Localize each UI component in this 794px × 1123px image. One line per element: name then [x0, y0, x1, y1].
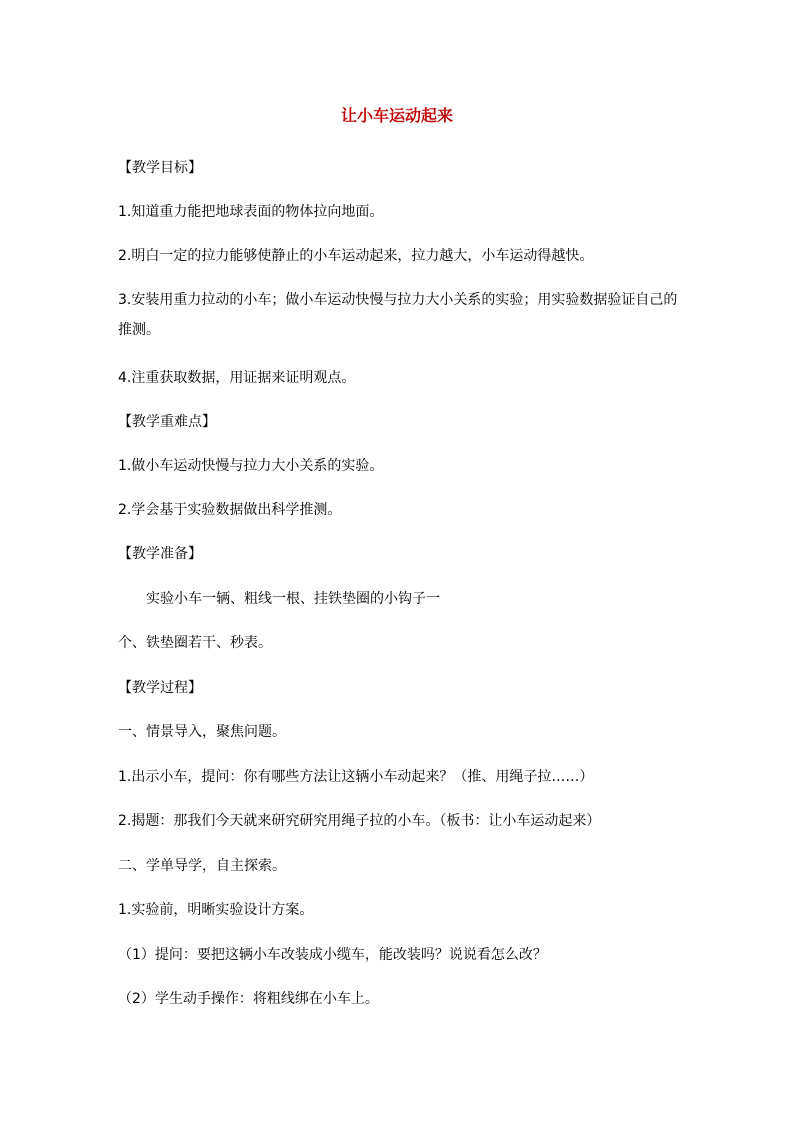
process-substep-2: （2）学生动手操作：将粗线绑在小车上。	[118, 991, 379, 1007]
process-part-2-step-1: 1.实验前，明晰实验设计方案。	[118, 902, 314, 918]
goal-item-2: 2.明白一定的拉力能够使静止的小车运动起来，拉力越大，小车运动得越快。	[118, 248, 594, 264]
preparation-text-continued: 个、铁垫圈若干、秒表。	[118, 635, 272, 651]
key-point-2: 2.学会基于实验数据做出科学推测。	[118, 502, 342, 518]
process-part-2-heading: 二、学单导学，自主探索。	[118, 858, 286, 874]
section-heading-key-points: 【教学重难点】	[118, 414, 216, 430]
goal-item-3-continued: 推测。	[118, 322, 160, 338]
section-heading-preparation: 【教学准备】	[118, 546, 202, 562]
process-substep-1: （1）提问：要把这辆小车改装成小缆车，能改装吗？说说看怎么改？	[118, 947, 547, 963]
key-point-1: 1.做小车运动快慢与拉力大小关系的实验。	[118, 458, 384, 474]
document-title: 让小车运动起来	[340, 106, 453, 125]
goal-item-1: 1.知道重力能把地球表面的物体拉向地面。	[118, 204, 384, 220]
section-heading-process: 【教学过程】	[118, 680, 202, 696]
process-part-1-heading: 一、情景导入，聚焦问题。	[118, 724, 286, 740]
process-step-1: 1.出示小车，提问：你有哪些方法让这辆小车动起来？（推、用绳子拉……）	[118, 769, 594, 785]
goal-item-3: 3.安装用重力拉动的小车；做小车运动快慢与拉力大小关系的实验；用实验数据验证自己的	[118, 292, 678, 308]
section-heading-teaching-goals: 【教学目标】	[118, 160, 202, 176]
preparation-text: 实验小车一辆、粗线一根、挂铁垫圈的小钩子一	[146, 591, 440, 607]
process-step-2: 2.揭题：那我们今天就来研究研究用绳子拉的小车。（板书：让小车运动起来）	[118, 813, 601, 829]
goal-item-4: 4.注重获取数据，用证据来证明观点。	[118, 370, 356, 386]
